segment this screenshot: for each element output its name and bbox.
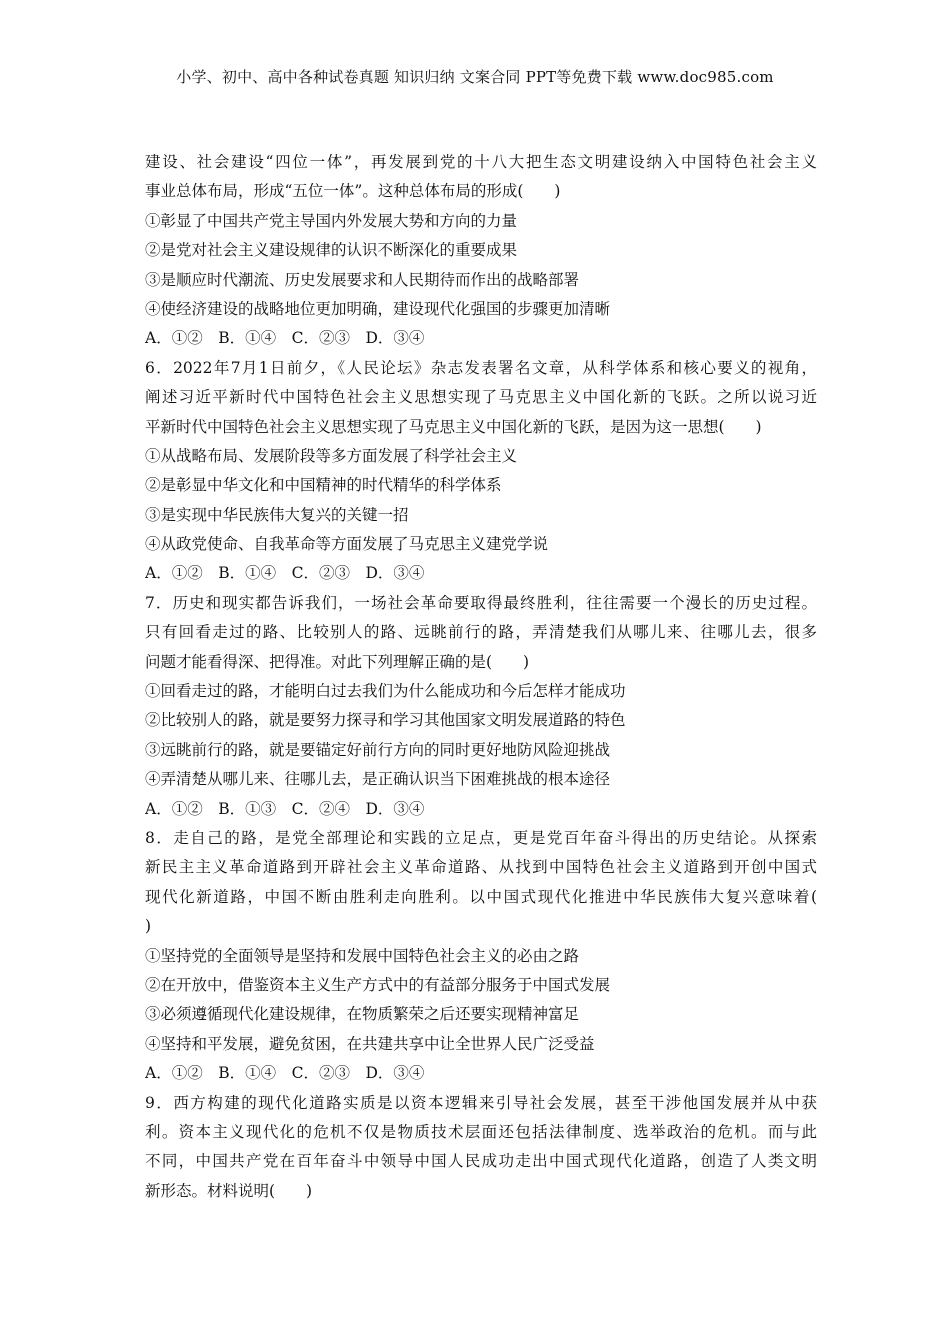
- text-line: 新形态。材料说明( ): [145, 1181, 313, 1200]
- text-line: ③远眺前行的路，就是要锚定好前行方向的同时更好地防风险迎挑战: [145, 740, 611, 759]
- text-line: 事业总体布局，形成“五位一体”。这种总体布局的形成( ): [145, 182, 561, 201]
- text-line: 9．西方构建的现代化道路实质是以资本逻辑来引导社会发展，甚至干涉他国发展并从中获: [145, 1093, 817, 1112]
- text-line: ②是党对社会主义建设规律的认识不断深化的重要成果: [145, 241, 518, 260]
- text-line: ④使经济建设的战略地位更加明确，建设现代化强国的步骤更加清晰: [145, 299, 611, 318]
- text-line: ③必须遵循现代化建设规律，在物质繁荣之后还要实现精神富足: [145, 1005, 580, 1024]
- text-line: 阐述习近平新时代中国特色社会主义思想实现了马克思主义中国化新的飞跃。之所以说习近: [145, 388, 817, 407]
- text-line: ②在开放中，借鉴资本主义生产方式中的有益部分服务于中国式发展: [145, 975, 611, 994]
- text-line: ④从政党使命、自我革命等方面发展了马克思主义建党学说: [145, 535, 549, 554]
- text-line: ③是顺应时代潮流、历史发展要求和人民期待而作出的战略部署: [145, 270, 580, 289]
- document-body: [145, 148, 817, 1206]
- text-line: ④弄清楚从哪儿来、往哪儿去，是正确认识当下困难挑战的根本途径: [145, 770, 611, 789]
- text-line: 7．历史和现实都告诉我们，一场社会革命要取得最终胜利，往往需要一个漫长的历史过程。: [145, 593, 817, 612]
- text-line: 利。资本主义现代化的危机不仅是物质技术层面还包括法律制度、选举政治的危机。而与此: [145, 1122, 817, 1141]
- text-line: ①坚持党的全面领导是坚持和发展中国特色社会主义的必由之路: [145, 946, 580, 965]
- text-line: A．①② B．①④ C．②③ D．③④: [145, 329, 425, 348]
- text-line: 问题才能看得深、把得准。对此下列理解正确的是( ): [145, 652, 530, 671]
- text-line: ①回看走过的路，才能明白过去我们为什么能成功和今后怎样才能成功: [145, 682, 626, 701]
- text-line: 建设、社会建设“四位一体”，再发展到党的十八大把生态文明建设纳入中国特色社会主义: [145, 153, 817, 171]
- text-line: 新民主主义革命道路到开辟社会主义革命道路、从找到中国特色社会主义道路到开创中国式: [145, 858, 817, 877]
- text-line: 不同，中国共产党在百年奋斗中领导中国人民成功走出中国式现代化道路，创造了人类文明: [145, 1152, 817, 1171]
- text-line: A．①② B．①④ C．②③ D．③④: [145, 1064, 425, 1083]
- text-line: 只有回看走过的路、比较别人的路、远眺前行的路，弄清楚我们从哪儿来、往哪儿去，很多: [145, 623, 817, 642]
- text-line: ): [145, 917, 152, 936]
- text-line: 现代化新道路，中国不断由胜利走向胜利。以中国式现代化推进中华民族伟大复兴意味着(: [145, 887, 817, 906]
- text-line: 8．走自己的路，是党全部理论和实践的立足点，更是党百年奋斗得出的历史结论。从探索: [145, 828, 817, 847]
- text-line: ②是彰显中华文化和中国精神的时代精华的科学体系: [145, 476, 502, 495]
- text-line: 6．2022年7月1日前夕，《人民论坛》杂志发表署名文章，从科学体系和核心要义的视角，: [145, 358, 817, 377]
- text-line: ③是实现中华民族伟大复兴的关键一招: [145, 505, 409, 524]
- page-header: 小学、初中、高中各种试卷真题 知识归纳 文案合同 PPT等免费下载 www.doc985.com: [176, 68, 774, 86]
- text-line: ②比较别人的路，就是要努力探寻和学习其他国家文明发展道路的特色: [145, 711, 626, 730]
- text-line: ①从战略布局、发展阶段等多方面发展了科学社会主义: [145, 446, 518, 465]
- text-line: 平新时代中国特色社会主义思想实现了马克思主义中国化新的飞跃，是因为这一思想( ): [145, 417, 762, 436]
- text-line: ④坚持和平发展，避免贫困，在共建共享中让全世界人民广泛受益: [145, 1034, 595, 1053]
- text-line: ①彰显了中国共产党主导国内外发展大势和方向的力量: [145, 211, 518, 230]
- text-line: A．①② B．①④ C．②③ D．③④: [145, 564, 425, 583]
- text-line: A．①② B．①③ C．②④ D．③④: [145, 799, 425, 818]
